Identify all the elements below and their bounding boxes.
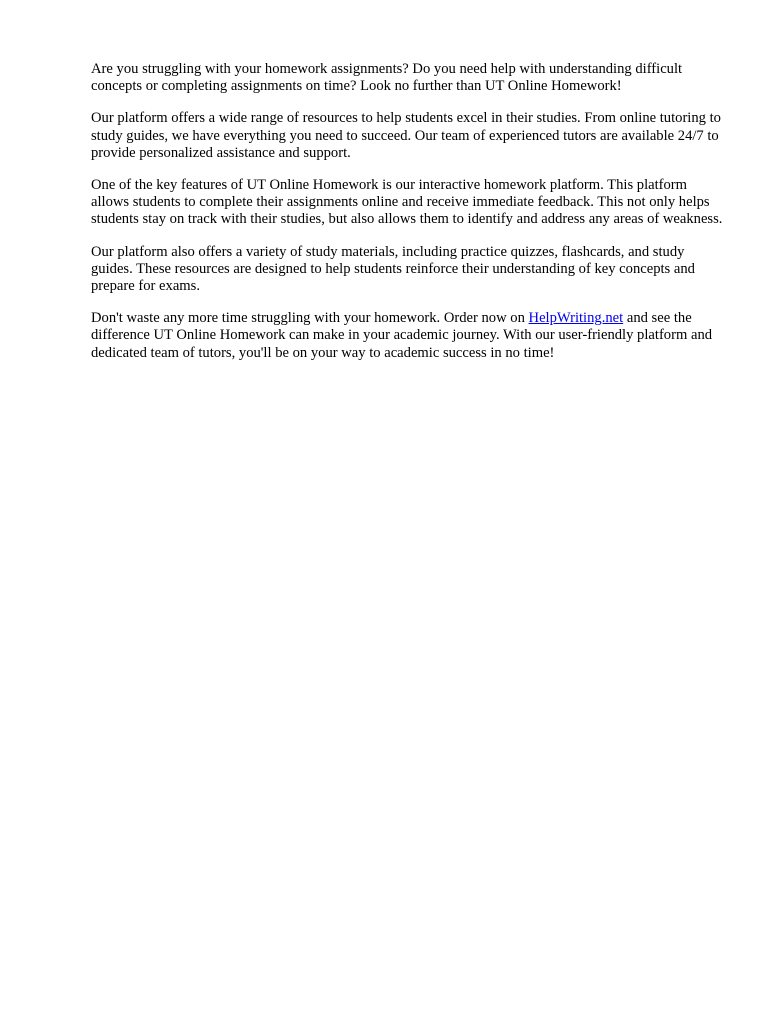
document-page	[91, 61, 725, 377]
paragraph-key-features: One of the key features of UT Online Homework is our interactive homework platform. This platform allows students to complete their assignments online and receive immediate feedback. This not only helps students stay on track with their studies, but also allows them to identify and address any areas of weakness.	[91, 177, 723, 228]
paragraph-intro: Are you struggling with your homework assignments? Do you need help with understanding difficult concepts or completing assignments on time? Look no further than UT Online Homework!	[91, 61, 683, 95]
paragraph-resources: Our platform offers a wide range of resources to help students excel in their studies. From online tutoring to study guides, we have everything you need to succeed. Our team of experienced tutors are available 24/7 to provide personalized assistance and support.	[91, 110, 721, 161]
helpwriting-link[interactable]: HelpWriting.net	[528, 310, 624, 327]
closing-text-after-link: and see the difference UT Online Homework can make in your academic journey. With our user-friendly platform and dedicated team of tutors, you'll be on your way to academic success in no time!	[91, 310, 713, 361]
paragraph-study-materials: Our platform also offers a variety of study materials, including practice quizzes, flashcards, and study guides. These resources are designed to help students reinforce their understanding of key concepts and prepare for exams.	[91, 243, 695, 295]
closing-text-before-link: Don't waste any more time struggling with your homework. Order now on	[91, 310, 529, 327]
paragraph-closing	[91, 310, 725, 362]
